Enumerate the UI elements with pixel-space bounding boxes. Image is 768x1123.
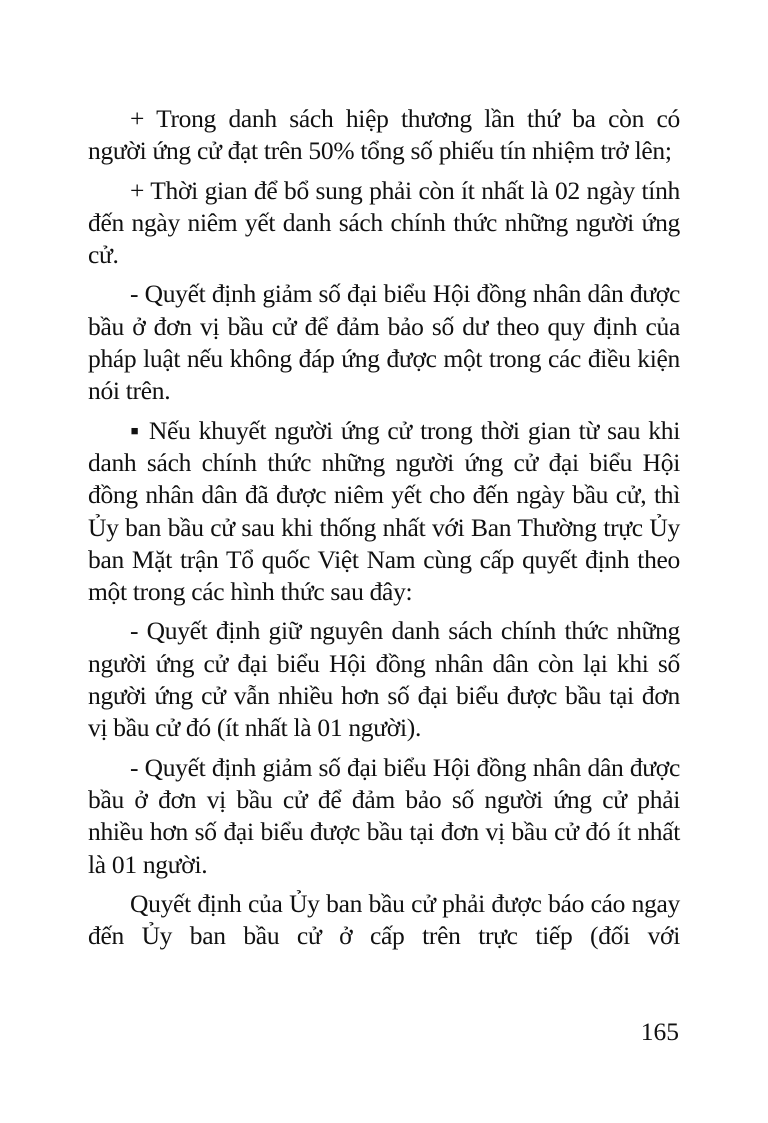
paragraph-time-condition: + Thời gian để bổ sung phải còn ít nhất là 02 ngày tính đến ngày niêm yết danh sách chính thức những người ứng cử.	[88, 175, 680, 270]
paragraph-reduce-delegates-surplus: - Quyết định giảm số đại biểu Hội đồng nhân dân được bầu ở đơn vị bầu cử để đảm bảo số dư theo quy định của pháp luật nếu không đáp ứng được một trong các điều kiện nói trên.	[88, 279, 680, 406]
paragraph-reduce-delegates-candidates: - Quyết định giảm số đại biểu Hội đồng nhân dân được bầu ở đơn vị bầu cử để đảm bảo số người ứng cử phải nhiều hơn số đại biểu được bầu tại đơn vị bầu cử đó ít nhất là 01 người.	[88, 752, 680, 879]
paragraph-third-round-condition: + Trong danh sách hiệp thương lần thứ ba còn có người ứng cử đạt trên 50% tổng số phiếu tín nhiệm trở lên;	[88, 104, 680, 166]
paragraph-vacancy-candidates: ▪ Nếu khuyết người ứng cử trong thời gian từ sau khi danh sách chính thức những người ứng cử đại biểu Hội đồng nhân dân đã được niêm yết cho đến ngày bầu cử, thì Ủy ban bầu cử sau khi thống nhất với Ban Thường trực Ủy ban Mặt trận Tổ quốc Việt Nam cùng cấp quyết định theo một trong các hình thức sau đây:	[88, 415, 680, 607]
paragraph-keep-official-list: - Quyết định giữ nguyên danh sách chính thức những người ứng cử đại biểu Hội đồng nhân dân còn lại khi số người ứng cử vẫn nhiều hơn số đại biểu được bầu tại đơn vị bầu cử đó (ít nhất là 01 người).	[88, 616, 680, 743]
paragraph-decision-report: Quyết định của Ủy ban bầu cử phải được báo cáo ngay đến Ủy ban bầu cử ở cấp trên trực tiếp (đối với	[88, 888, 680, 951]
page-number: 165	[640, 1017, 679, 1046]
page-body	[88, 103, 680, 959]
